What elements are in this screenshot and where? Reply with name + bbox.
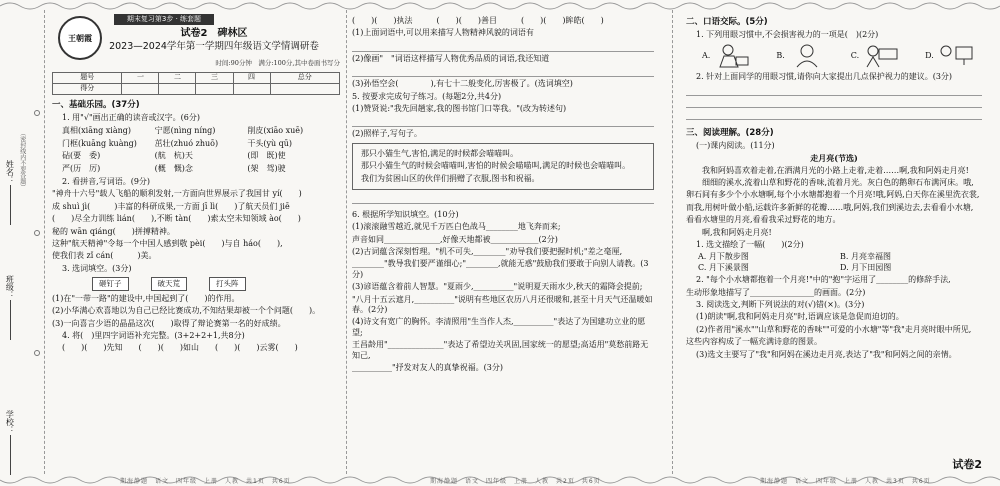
question: 3. 选词填空。(3分): [62, 263, 132, 273]
judge-item[interactable]: (1)朗读"啊,我和阿妈走月亮"时,语调应该是急促而迫切的。: [696, 312, 904, 322]
question[interactable]: 生动形象地描写了________________的画面。(2分): [686, 287, 866, 297]
fill-item[interactable]: (2)古词蕴含深刻哲理。"机不可失,________"劝导我们要把握时机;"差之毫厘,: [352, 247, 623, 257]
seal-circle: [34, 110, 40, 116]
seal-circle: [34, 350, 40, 356]
column-3: [686, 12, 982, 472]
pinyin-item[interactable]: (架 驾)驶: [247, 163, 286, 173]
page-footer: 期海静题 语文 四年级 上册 人教 共2页 共6页: [430, 478, 601, 486]
pinyin-item[interactable]: 茁壮(zhuó zhuō): [154, 138, 219, 148]
fill-item[interactable]: __________"抒发对友人的真挚祝福。(3分): [352, 362, 504, 372]
judge-item[interactable]: 这些内容构成了一幅充满诗意的图景。: [686, 337, 822, 347]
picture-options: [686, 43, 982, 69]
exam-subtitle: 2023—2024学年第一学期四年级语文学情调研卷: [109, 41, 319, 53]
example-line: 我们为贫困山区的伙伴们捐赠了衣服,图书和祝福。: [361, 173, 540, 183]
fill-item[interactable]: ________"教导我们要严谨细心;"________,就能无惑"鼓励我们要敢于向别人请教。(3分): [352, 259, 649, 279]
choice-option[interactable]: C. 月下溪景图: [698, 262, 749, 272]
passage-title: 走月亮(节选): [810, 153, 858, 164]
pinyin-item[interactable]: 门框(kuāng kuàng): [62, 138, 137, 148]
score-cell[interactable]: [270, 84, 339, 95]
score-cell[interactable]: [159, 84, 196, 95]
question: 2. 看拼音,写词语。(9分): [62, 177, 151, 186]
pinyin-item[interactable]: 真相(xiāng xiàng): [62, 126, 132, 136]
score-header: 一: [122, 73, 159, 84]
score-row: [53, 84, 340, 95]
moving-reading-icon: [863, 43, 901, 69]
fill-item[interactable]: (2)像画" "词语这样描写人物优秀品质的词语,我还知道: [352, 53, 550, 63]
fill-item[interactable]: (3)孙悟空会( ),有七十二般变化,厉害极了。(选词填空): [352, 79, 573, 89]
seal-note: （密封线内不要答题）: [18, 130, 26, 190]
score-cell[interactable]: [196, 84, 233, 95]
option-letter: C.: [850, 51, 860, 61]
judge-item[interactable]: (3)选文主要写了"我"和阿妈在溪边走月亮,表达了"我"和阿妈之间的亲情。: [696, 349, 957, 359]
fill-item[interactable]: (2)照样子,写句子。: [352, 129, 422, 139]
binding-strip: [0, 10, 44, 474]
column-divider: [346, 10, 347, 474]
fill-item[interactable]: (3)一向喜言少语的晶晶这次( )取得了辩论赛第一名的好成绩。: [52, 318, 286, 328]
fill-item[interactable]: (4)诗文有宽广的胸怀。李清照用"生当作人杰,__________"表达了为国建功立业的愿望;: [352, 317, 646, 337]
column-2: [352, 12, 654, 472]
pinyin-item[interactable]: 砧(要 委): [62, 151, 101, 161]
column-1: [52, 12, 340, 472]
page-footer: 期海静题 语文 四年级 上册 人教 共3页 共6页: [760, 478, 931, 486]
answer-line[interactable]: [352, 116, 654, 127]
answer-line[interactable]: [352, 41, 654, 52]
answer-line[interactable]: [686, 97, 982, 108]
answer-line[interactable]: [686, 85, 982, 96]
passage-line: 而我,用树叶做小船,运载许多新鲜的花瓣……哦,阿妈,我们到溪边去,去看看小水塘,: [686, 202, 974, 212]
class-label: 班级：: [5, 275, 15, 299]
column-divider: [672, 10, 673, 474]
choice-options: [686, 252, 982, 273]
question: 2. 针对上面同学的用眼习惯,请你向大家提出几点保护视力的建议。(3分): [696, 72, 953, 82]
logo-text: 王朝霞: [68, 32, 92, 43]
page-footer: 期海静题 语文 四年级 上册 人教 共1页 共6页: [120, 478, 291, 486]
score-row-label: 得分: [53, 84, 122, 95]
seal-dashed-line: [44, 10, 45, 474]
top-wave-border: [0, 0, 1000, 10]
name-line[interactable]: [10, 185, 11, 225]
question: 5. 按要求完成句子练习。(每题2分,共4分): [352, 91, 502, 101]
answer-line[interactable]: [686, 109, 982, 120]
question: 4. 将( )里四字词语补充完整。(3+2+2+1,共8分): [62, 331, 245, 341]
score-cell[interactable]: [122, 84, 159, 95]
passage-line[interactable]: ( )尽全力训练 lián( ),不断 tàn( )索太空未知领域 ào( ): [52, 214, 301, 224]
fill-item[interactable]: ( )( )执法 ( )( )善目 ( )( )眸皓( ): [352, 16, 604, 25]
passage-line: 我和阿妈喜欢着走着,在洒满月光的小路上走着,走着……啊,我和阿妈走月亮!: [702, 165, 969, 175]
pinyin-item[interactable]: 干头(yù qū): [247, 138, 293, 148]
pinyin-item[interactable]: 严(历 厉): [62, 163, 101, 173]
passage-line[interactable]: 使我们表 zǐ cán( )美。: [52, 251, 157, 261]
pinyin-item[interactable]: 削皮(xiāo xuē): [247, 126, 304, 136]
school-line[interactable]: [10, 435, 11, 475]
picture-option-a[interactable]: [702, 43, 752, 69]
passage-line: 细细的溪水,流着山草和野花的香味,流着月光。灰白色的鹅卵石布满河床。哦,: [702, 178, 974, 188]
passage-line: 啊,我和阿妈走月亮!: [702, 227, 772, 237]
score-header: 题号: [53, 73, 122, 84]
exam-title: 试卷2 碑林区: [180, 28, 248, 40]
score-cell[interactable]: [233, 84, 270, 95]
pinyin-item[interactable]: (航 杭)天: [154, 151, 193, 161]
exam-meta: 时间:90分钟 满分:100分,其中卷面书写分: [215, 59, 340, 68]
passage-line[interactable]: 这种"航天精神"令每一个中国人感到敬 pèi( )与自 háo( ),: [52, 238, 283, 248]
pinyin-item[interactable]: (即 既)使: [247, 151, 286, 161]
pinyin-grid: [52, 125, 340, 175]
example-line: 那只小猫生气的时候会喵喵叫,害怕的时候会喵喵叫,满足的时候也会喵喵叫。: [361, 161, 631, 171]
sub-heading: (一)课内阅读。(11分): [696, 140, 775, 150]
passage-line[interactable]: 成 shuì jì( )丰富的科研成果,一方面 jī lì( )了航天员们 jiē: [52, 201, 290, 211]
pinyin-item[interactable]: 宁愿(nìng níng): [154, 126, 216, 136]
school-label: 学校：: [5, 410, 15, 434]
passage-line[interactable]: 秘的 wān qiáng( )拼搏精神。: [52, 226, 175, 236]
answer-line[interactable]: [352, 193, 654, 204]
example-line: 那只小猫生气,害怕,满足的时候都会喵喵叫。: [361, 148, 519, 158]
section-heading: 三、阅读理解。(28分): [686, 127, 774, 138]
reading-student-icon: [714, 43, 752, 69]
fill-item[interactable]: (1)滚滚融雪越近,就见千万匹白色战马________地飞奔而来;: [352, 222, 561, 232]
choice-option[interactable]: A. 月下散步图: [698, 252, 749, 262]
fill-item[interactable]: (1)在"一带一路"的建设中,中国起到了( )的作用。: [52, 293, 240, 303]
fill-item[interactable]: (1)赞贤说:"我先回趟家,我的图书馆门口等我。"(改为转述句): [352, 103, 567, 113]
fill-item[interactable]: (3)谚语蕴含着前人智慧。"夏雨少,__________"说明夏天雨水少,秋天的霜降会提前;: [352, 282, 643, 292]
question: 1. 选文描绘了一幅( )(2分): [696, 240, 804, 249]
score-header: 三: [196, 73, 233, 84]
exam-header: [52, 14, 340, 72]
choice-option[interactable]: B. 月亮幸福图: [840, 252, 891, 262]
word-option: 砸钉子: [92, 277, 129, 291]
word-options: [52, 277, 340, 291]
question: 3. 阅读选文,判断下列说法的对(√)错(×)。(3分): [696, 299, 865, 309]
passage-line: 看看水塘里的月亮,看看我采过野花的地方。: [686, 215, 841, 225]
fill-item[interactable]: ( )( )先知 ( )( )如山 ( )( )云雾( ): [62, 343, 298, 353]
question: 1. 用"√"画出正确的读音或汉字。(6分): [62, 113, 200, 123]
option-letter: D.: [925, 51, 934, 61]
picture-option-b[interactable]: [776, 43, 826, 69]
section-heading: 一、基础乐园。(37分): [52, 100, 140, 110]
score-table: [52, 72, 340, 95]
question: 1. 下列用眼习惯中,不会损害视力的一项是( )(2分): [696, 30, 879, 40]
name-label: 姓名：: [5, 160, 15, 184]
score-header: 四: [233, 73, 270, 84]
judge-item[interactable]: (2)作者用"溪水""山草和野花的香味""可爱的小水塘"等"我"走月亮时眼中所见,: [696, 324, 972, 334]
picture-option-d[interactable]: [925, 43, 976, 69]
fill-item[interactable]: 王昌龄用"______________"表达了希望边关巩固,国家统一的愿望;高适用"莫愁前路无知己,: [352, 340, 649, 360]
option-letter: A.: [702, 51, 711, 61]
example-box: [352, 143, 654, 190]
passage-line[interactable]: "神舟十六号"载人飞船的顺利发射,一方面向世界展示了我国甘 yí( ): [52, 189, 302, 199]
computer-student-icon: [938, 43, 976, 69]
score-header: 总分: [270, 73, 339, 84]
brand-logo: [58, 16, 102, 60]
fill-item[interactable]: 声音如同______________,好像天地都被____________(2分): [352, 234, 558, 244]
pinyin-item[interactable]: (概 慨)念: [154, 163, 193, 173]
word-option: 破天荒: [151, 277, 188, 291]
question: 6. 根据所学知识填空。(10分): [352, 209, 459, 219]
fill-item[interactable]: (2)小华满心欢喜地以为自己已经比赛成功,不知结果却被一个个问题( )。: [52, 306, 321, 316]
seal-circle: [34, 230, 40, 236]
section-heading: 二、口语交际。(5分): [686, 17, 768, 27]
fill-item[interactable]: (1)上面词语中,可以用来描写人物精神风貌的词语有: [352, 28, 534, 38]
paper-badge: 试卷2: [952, 457, 982, 471]
score-header-row: [53, 73, 340, 84]
question[interactable]: 2. "每个小水塘都抱着一个月亮!"中的"抱"字运用了________的修辞手法,: [696, 275, 951, 285]
fill-item[interactable]: "八月十五云遮月,__________"说明有些地区农历八月还很暖和,甚至十月天气还温暖如春。(2分): [352, 294, 653, 315]
option-letter: B.: [776, 51, 785, 61]
word-option: 打头阵: [209, 277, 246, 291]
score-header: 二: [159, 73, 196, 84]
lying-student-icon: [789, 43, 827, 69]
class-line[interactable]: [10, 300, 11, 340]
answer-line[interactable]: [352, 66, 654, 77]
header-band: 期末复习第3步 · 练套题: [114, 14, 214, 25]
choice-option[interactable]: D. 月下田园图: [840, 262, 892, 272]
picture-option-c[interactable]: [851, 43, 901, 69]
passage-line: 卵石间有多少个小水塘啊,每个小水塘都抱着一个月亮!哦,阿妈,白天你在溪里洗衣裳,: [686, 190, 980, 200]
